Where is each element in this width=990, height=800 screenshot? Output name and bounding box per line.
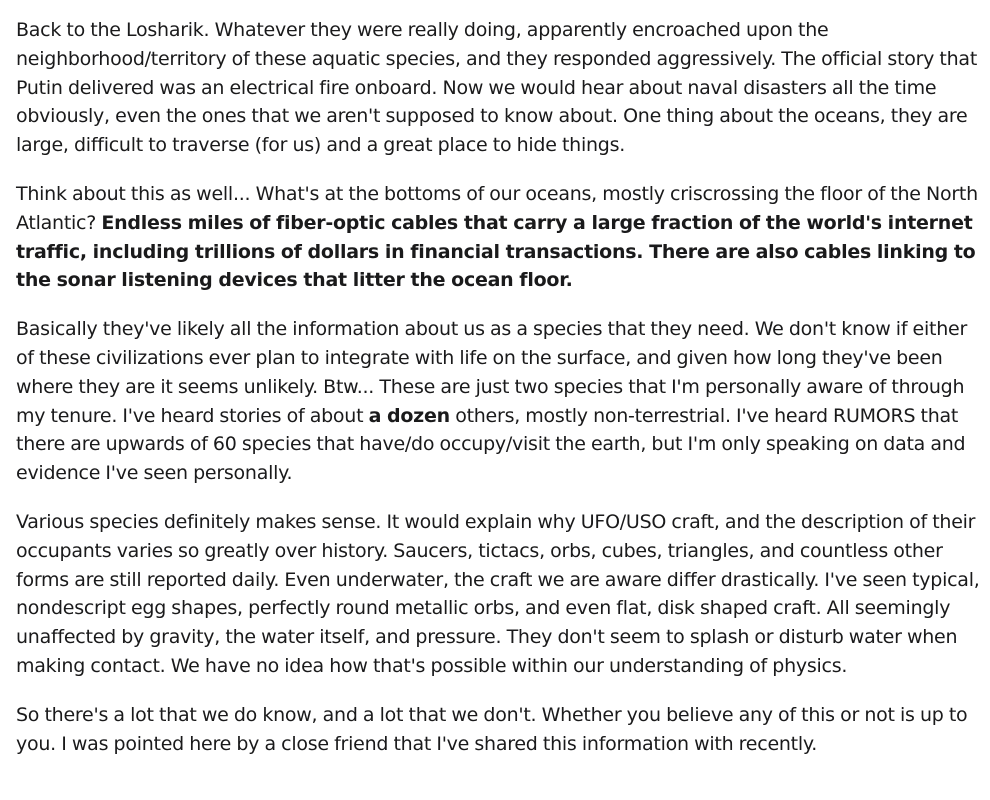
paragraph-3-text-end: others, mostly non-terrestrial. I've heard RUMORS that there are upwards of 60 species that have/do occupy/visit the earth, but I'm only speaking on data and evidence I've seen personally. (16, 404, 966, 485)
paragraph-1 (16, 16, 980, 160)
paragraph-2 (16, 180, 980, 295)
paragraph-2-text: Think about this as well... What's at the bottoms of our oceans, mostly criscrossing the floor of the North Atlantic? (16, 182, 978, 234)
paragraph-5 (16, 701, 980, 759)
paragraph-3-text-start: Basically they've likely all the information about us as a species that they need. We don't know if either of these civilizations ever plan to integrate with life on the surface, and given how long they've been where they are it seems unlikely. Btw... These are just two species that I'm personally aware of through my tenure. I've heard stories of about (16, 318, 968, 427)
paragraph-5-text: So there's a lot that we do know, and a lot that we don't. Whether you believe any of this or not is up to you. I was pointed here by a close friend that I've shared this information with recently. (16, 703, 968, 755)
paragraph-3-bold-text: a dozen (368, 404, 450, 427)
paragraph-3 (16, 315, 980, 488)
paragraph-4 (16, 508, 980, 681)
paragraph-2-bold-text: Endless miles of fiber-optic cables that carry a large fraction of the world's internet traffic, including trillions of dollars in financial transactions. There are also cables linking to the sonar listening devices that litter the ocean floor. (16, 211, 976, 292)
paragraph-1-text: Back to the Losharik. Whatever they were really doing, apparently encroached upon the neighborhood/territory of these aquatic species, and they responded aggressively. The official story that Putin delivered was an electrical fire onboard. Now we would hear about naval disasters all the time obviously, even the ones that we aren't supposed to know about. One thing about the oceans, they are large, difficult to traverse (for us) and a great place to hide things. (16, 19, 978, 157)
paragraph-4-text: Various species definitely makes sense. It would explain why UFO/USO craft, and the description of their occupants varies so greatly over history. Saucers, tictacs, orbs, cubes, triangles, and countless other forms are still reported daily. Even underwater, the craft we are aware differ drastically. I've seen typical, nondescript egg shapes, perfectly round metallic orbs, and even flat, disk shaped craft. All seemingly unaffected by gravity, the water itself, and pressure. They don't seem to splash or disturb water when making contact. We have no idea how that's possible within our understanding of physics. (16, 510, 980, 677)
